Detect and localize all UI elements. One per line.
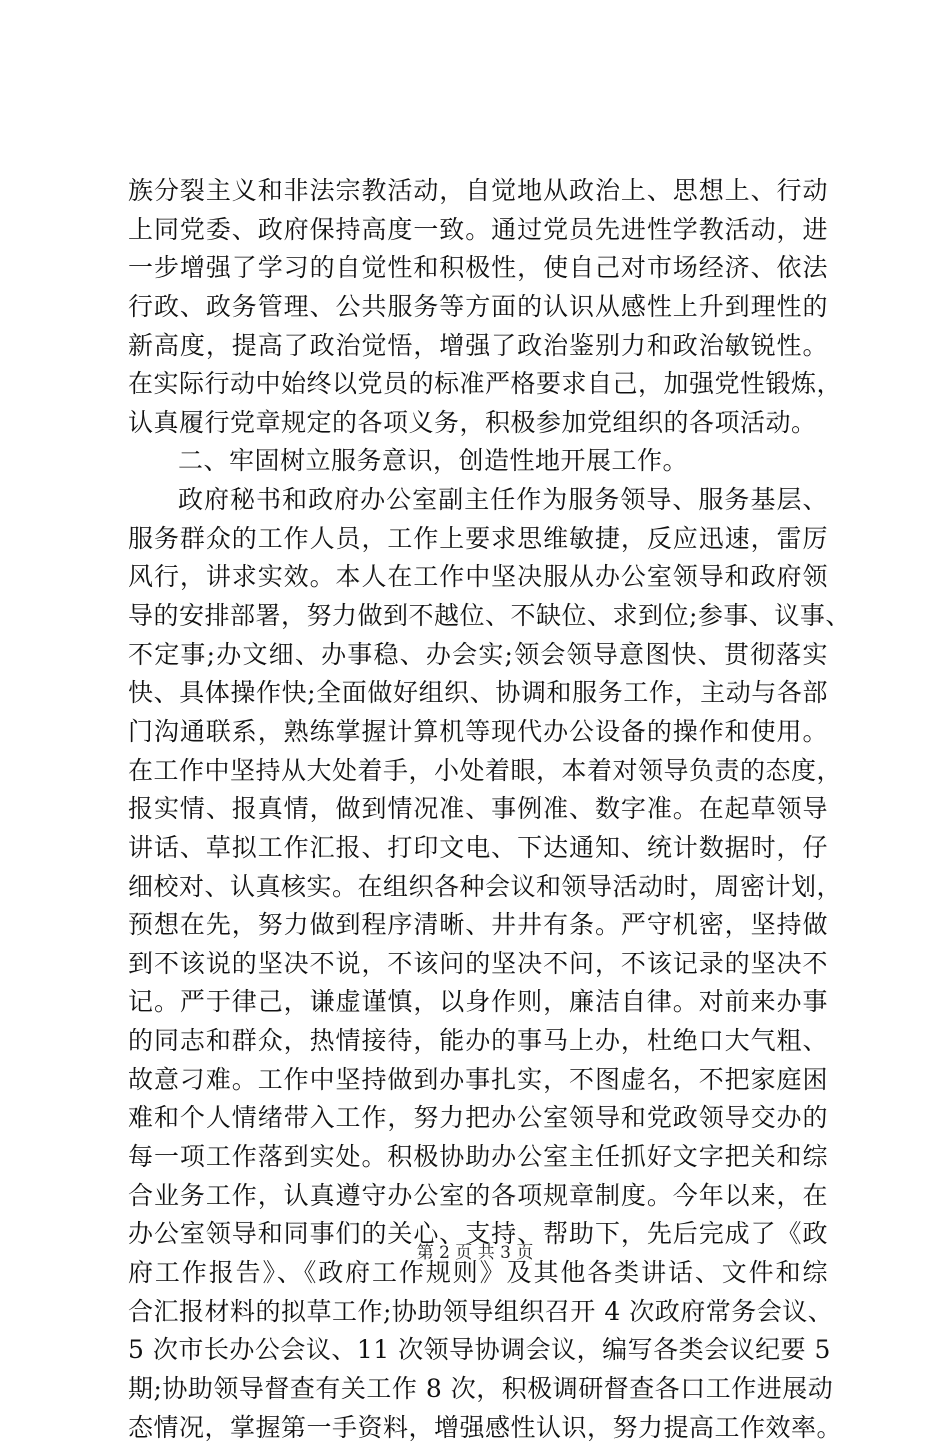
text-line: 合汇报材料的拟草工作;协助领导组织召开 4 次政府常务会议、 bbox=[128, 1293, 828, 1332]
text-line: 导的安排部署，努力做到不越位、不缺位、求到位;参事、议事、 bbox=[128, 597, 828, 636]
text-line: 报实情、报真情，做到情况准、事例准、数字准。在起草领导 bbox=[128, 790, 828, 829]
text-line: 认真履行党章规定的各项义务，积极参加党组织的各项活动。 bbox=[128, 404, 828, 443]
text-line: 期;协助领导督查有关工作 8 次，积极调研督查各口工作进展动 bbox=[128, 1370, 828, 1409]
text-line: 新高度，提高了政治觉悟，增强了政治鉴别力和政治敏锐性。 bbox=[128, 327, 828, 366]
text-line: 故意刁难。工作中坚持做到办事扎实，不图虚名，不把家庭困 bbox=[128, 1061, 828, 1100]
text-line: 府工作报告》、《政府工作规则》及其他各类讲话、文件和综 bbox=[128, 1254, 828, 1293]
text-line: 的同志和群众，热情接待，能办的事马上办，杜绝口大气粗、 bbox=[128, 1022, 828, 1061]
text-line: 服务群众的工作人员，工作上要求思维敏捷，反应迅速，雷厉 bbox=[128, 520, 828, 559]
text-line: 快、具体操作快;全面做好组织、协调和服务工作，主动与各部 bbox=[128, 674, 828, 713]
text-line: 上同党委、政府保持高度一致。通过党员先进性学教活动，进 bbox=[128, 211, 828, 250]
text-line: 记。严于律己，谦虚谨慎，以身作则，廉洁自律。对前来办事 bbox=[128, 983, 828, 1022]
text-line: 不定事;办文细、办事稳、办会实;领会领导意图快、贯彻落实 bbox=[128, 636, 828, 675]
text-line: 到不该说的坚决不说，不该问的坚决不问，不该记录的坚决不 bbox=[128, 945, 828, 984]
section-heading: 二、牢固树立服务意识，创造性地开展工作。 bbox=[128, 442, 828, 481]
text-line: 在实际行动中始终以党员的标准严格要求自己，加强党性锻炼， bbox=[128, 365, 828, 404]
text-line: 风行，讲求实效。本人在工作中坚决服从办公室领导和政府领 bbox=[128, 558, 828, 597]
text-line: 5 次市长办公会议、11 次领导协调会议，编写各类会议纪要 5 bbox=[128, 1331, 828, 1370]
text-line: 政府秘书和政府办公室副主任作为服务领导、服务基层、 bbox=[128, 481, 828, 520]
page-footer: 第 2 页 共 3 页 bbox=[0, 1238, 950, 1263]
text-line: 行政、政务管理、公共服务等方面的认识从感性上升到理性的 bbox=[128, 288, 828, 327]
text-line: 每一项工作落到实处。积极协助办公室主任抓好文字把关和综 bbox=[128, 1138, 828, 1177]
text-line: 讲话、草拟工作汇报、打印文电、下达通知、统计数据时，仔 bbox=[128, 829, 828, 868]
text-line: 在工作中坚持从大处着手，小处着眼，本着对领导负责的态度， bbox=[128, 752, 828, 791]
text-line: 办公室领导和同事们的关心、支持、帮助下，先后完成了《政 bbox=[128, 1215, 828, 1254]
text-line: 门沟通联系，熟练掌握计算机等现代办公设备的操作和使用。 bbox=[128, 713, 828, 752]
text-line: 一步增强了学习的自觉性和积极性，使自己对市场经济、依法 bbox=[128, 249, 828, 288]
text-line: 细校对、认真核实。在组织各种会议和领导活动时，周密计划， bbox=[128, 868, 828, 907]
text-line: 预想在先，努力做到程序清晰、井井有条。严守机密，坚持做 bbox=[128, 906, 828, 945]
text-line: 合业务工作，认真遵守办公室的各项规章制度。今年以来，在 bbox=[128, 1177, 828, 1216]
text-line: 难和个人情绪带入工作，努力把办公室领导和党政领导交办的 bbox=[128, 1099, 828, 1138]
text-line: 态情况，掌握第一手资料，增强感性认识，努力提高工作效率。 bbox=[128, 1409, 828, 1447]
text-line: 族分裂主义和非法宗教活动，自觉地从政治上、思想上、行动 bbox=[128, 172, 828, 211]
